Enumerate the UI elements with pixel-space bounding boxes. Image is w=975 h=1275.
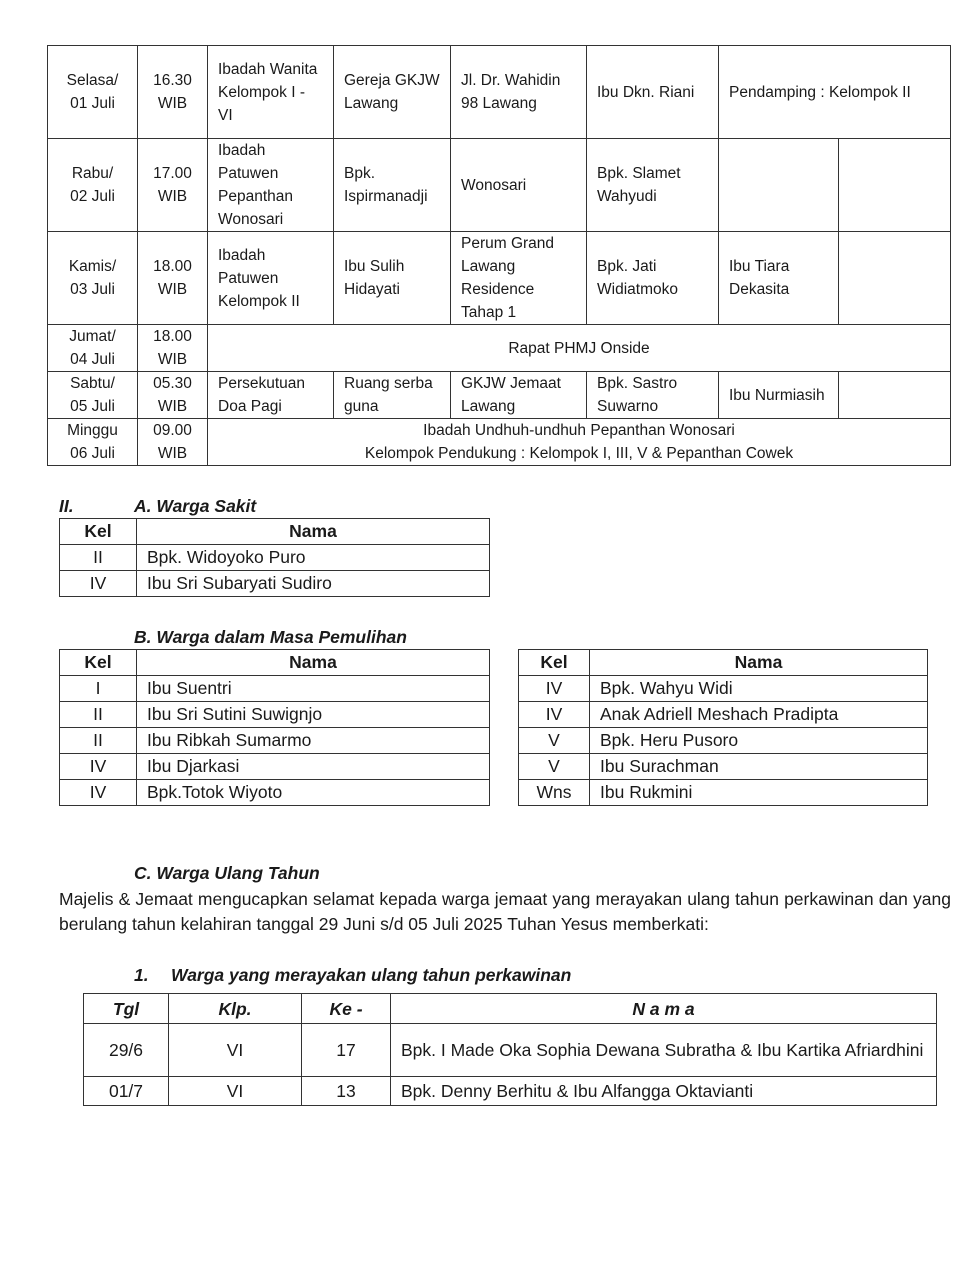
leader-cell: Bpk. Ispirmanadji	[334, 139, 451, 232]
nama-header: Nama	[590, 650, 928, 676]
table-row	[60, 571, 490, 597]
kel-cell: V	[519, 754, 590, 780]
date-label: 01 Juli	[70, 95, 115, 112]
zone-label: WIB	[157, 445, 188, 462]
table-row	[519, 754, 928, 780]
place-cell: Jl. Dr. Wahidin 98 Lawang	[451, 46, 587, 139]
date-label: 03 Juli	[70, 281, 115, 298]
subsection-number: 1.	[134, 965, 149, 985]
tgl-cell: 01/7	[84, 1077, 169, 1106]
day-cell	[48, 419, 138, 466]
note-cell: Pendamping : Kelompok II	[719, 46, 951, 139]
nama-cell: Ibu Rukmini	[590, 780, 928, 806]
day-label: Minggu	[67, 422, 118, 439]
nama-cell: Ibu Sri Subaryati Sudiro	[137, 571, 490, 597]
time-label: 18.00	[153, 328, 192, 345]
table-header-row	[519, 650, 928, 676]
zone-label: WIB	[157, 351, 188, 368]
kel-cell: IV	[60, 754, 137, 780]
klp-cell: VI	[169, 1077, 302, 1106]
nama-cell: Bpk.Totok Wiyoto	[137, 780, 490, 806]
recovery-table-left	[59, 649, 490, 806]
nama-header: N a m a	[391, 994, 937, 1024]
date-label: 06 Juli	[70, 445, 115, 462]
nama-cell: Bpk. Heru Pusoro	[590, 728, 928, 754]
kel-header: Kel	[60, 519, 137, 545]
kel-header: Kel	[519, 650, 590, 676]
day-cell	[48, 372, 138, 419]
kel-cell: V	[519, 728, 590, 754]
table-row	[84, 1024, 937, 1077]
time-label: 18.00	[153, 258, 192, 275]
nama-header: Nama	[137, 519, 490, 545]
subsection-title	[134, 964, 571, 986]
zone-label: WIB	[157, 281, 188, 298]
tgl-header: Tgl	[84, 994, 169, 1024]
date-label: 02 Juli	[70, 188, 115, 205]
host-cell: Ibu Dkn. Riani	[587, 46, 719, 139]
day-label: Jumat/	[69, 328, 116, 345]
extra-cell: Ibu Tiara Dekasita	[719, 232, 839, 325]
kel-cell: IV	[60, 571, 137, 597]
time-label: 16.30	[153, 72, 192, 89]
extra-cell: Ibu Nurmiasih	[719, 372, 839, 419]
event-cell: Ibadah Wanita Kelompok I - VI	[208, 46, 334, 139]
ke-header: Ke -	[302, 994, 391, 1024]
section-b-title: B. Warga dalam Masa Pemulihan	[134, 627, 407, 647]
nama-header: Nama	[137, 650, 490, 676]
nama-cell: Ibu Surachman	[590, 754, 928, 780]
date-label: 05 Juli	[70, 398, 115, 415]
klp-header: Klp.	[169, 994, 302, 1024]
nama-cell: Ibu Ribkah Sumarmo	[137, 728, 490, 754]
zone-label: WIB	[157, 398, 188, 415]
kel-cell: IV	[60, 780, 137, 806]
table-row	[60, 702, 490, 728]
kel-cell: II	[60, 545, 137, 571]
table-row	[519, 780, 928, 806]
klp-cell: VI	[169, 1024, 302, 1077]
host-cell: Bpk. Jati Widiatmoko	[587, 232, 719, 325]
kel-cell: IV	[519, 702, 590, 728]
merged-event-cell: Rapat PHMJ Onside	[208, 325, 951, 372]
extra-cell	[839, 232, 951, 325]
time-cell	[138, 325, 208, 372]
time-cell	[138, 372, 208, 419]
table-row	[519, 702, 928, 728]
day-label: Kamis/	[68, 258, 117, 275]
schedule-row	[48, 46, 951, 139]
day-cell	[48, 46, 138, 139]
event-cell: Ibadah Patuwen Pepanthan Wonosari	[208, 139, 334, 232]
merged-event-cell	[208, 419, 951, 466]
time-label: 09.00	[153, 422, 192, 439]
recovery-table-right	[518, 649, 928, 806]
kel-cell: II	[60, 728, 137, 754]
event-cell: Persekutuan Doa Pagi	[208, 372, 334, 419]
day-label: Rabu/	[71, 165, 114, 182]
time-label: 05.30	[153, 375, 192, 392]
time-cell	[138, 46, 208, 139]
schedule-table	[47, 45, 951, 466]
day-cell	[48, 232, 138, 325]
table-row	[519, 676, 928, 702]
zone-label: WIB	[157, 188, 188, 205]
tgl-cell: 29/6	[84, 1024, 169, 1077]
host-cell: Bpk. Sastro Suwarno	[587, 372, 719, 419]
nama-cell: Anak Adriell Meshach Pradipta	[590, 702, 928, 728]
date-label: 04 Juli	[70, 351, 115, 368]
nama-cell: Bpk. I Made Oka Sophia Dewana Subratha & Ibu Kartika Afriardhini	[391, 1024, 937, 1077]
section-c-title: C. Warga Ulang Tahun	[134, 863, 320, 883]
section-number: II.	[59, 496, 74, 516]
host-cell: Bpk. Slamet Wahyudi	[587, 139, 719, 232]
kel-cell: II	[60, 702, 137, 728]
table-row	[84, 1077, 937, 1106]
birthday-intro-paragraph: Majelis & Jemaat mengucapkan selamat kepada warga jemaat yang merayakan ulang tahun perkawinan dan yang berulang tahun kelahiran tanggal 29 Juni s/d 05 Juli 2025 Tuhan Yesus memberkati:	[59, 889, 951, 934]
day-cell	[48, 139, 138, 232]
table-header-row	[60, 519, 490, 545]
kel-header: Kel	[60, 650, 137, 676]
leader-cell: Ibu Sulih Hidayati	[334, 232, 451, 325]
schedule-row	[48, 325, 951, 372]
schedule-row	[48, 232, 951, 325]
table-row	[60, 780, 490, 806]
day-label: Selasa/	[66, 72, 119, 89]
ke-cell: 13	[302, 1077, 391, 1106]
time-cell	[138, 419, 208, 466]
subsection-label: Warga yang merayakan ulang tahun perkawinan	[171, 965, 572, 985]
place-cell: Perum Grand Lawang Residence Tahap 1	[451, 232, 587, 325]
time-cell	[138, 232, 208, 325]
table-row	[519, 728, 928, 754]
day-label: Sabtu/	[70, 375, 115, 392]
table-row	[60, 676, 490, 702]
extra-cell	[839, 372, 951, 419]
nama-cell: Bpk. Wahyu Widi	[590, 676, 928, 702]
extra-cell	[839, 139, 951, 232]
anniversary-table	[83, 993, 937, 1106]
schedule-row	[48, 419, 951, 466]
zone-label: WIB	[157, 95, 188, 112]
sick-table	[59, 518, 490, 597]
kel-cell: IV	[519, 676, 590, 702]
place-cell: Wonosari	[451, 139, 587, 232]
schedule-row	[48, 372, 951, 419]
table-row	[60, 728, 490, 754]
table-header-row	[84, 994, 937, 1024]
nama-cell: Ibu Suentri	[137, 676, 490, 702]
ke-cell: 17	[302, 1024, 391, 1077]
time-label: 17.00	[153, 165, 192, 182]
nama-cell: Bpk. Widoyoko Puro	[137, 545, 490, 571]
table-header-row	[60, 650, 490, 676]
nama-cell: Ibu Djarkasi	[137, 754, 490, 780]
nama-cell: Bpk. Denny Berhitu & Ibu Alfangga Oktavianti	[391, 1077, 937, 1106]
section-a-title: A. Warga Sakit	[134, 496, 257, 516]
leader-cell: Gereja GKJW Lawang	[334, 46, 451, 139]
merged-line: Kelompok Pendukung : Kelompok I, III, V & Pepanthan Cowek	[364, 445, 794, 462]
table-row	[60, 754, 490, 780]
schedule-row	[48, 139, 951, 232]
nama-cell: Ibu Sri Sutini Suwignjo	[137, 702, 490, 728]
leader-cell: Ruang serba guna	[334, 372, 451, 419]
place-cell: GKJW Jemaat Lawang	[451, 372, 587, 419]
table-row	[60, 545, 490, 571]
merged-line: Ibadah Undhuh-undhuh Pepanthan Wonosari	[423, 422, 735, 439]
extra-cell	[719, 139, 839, 232]
day-cell	[48, 325, 138, 372]
time-cell	[138, 139, 208, 232]
event-cell: Ibadah Patuwen Kelompok II	[208, 232, 334, 325]
kel-cell: Wns	[519, 780, 590, 806]
kel-cell: I	[60, 676, 137, 702]
